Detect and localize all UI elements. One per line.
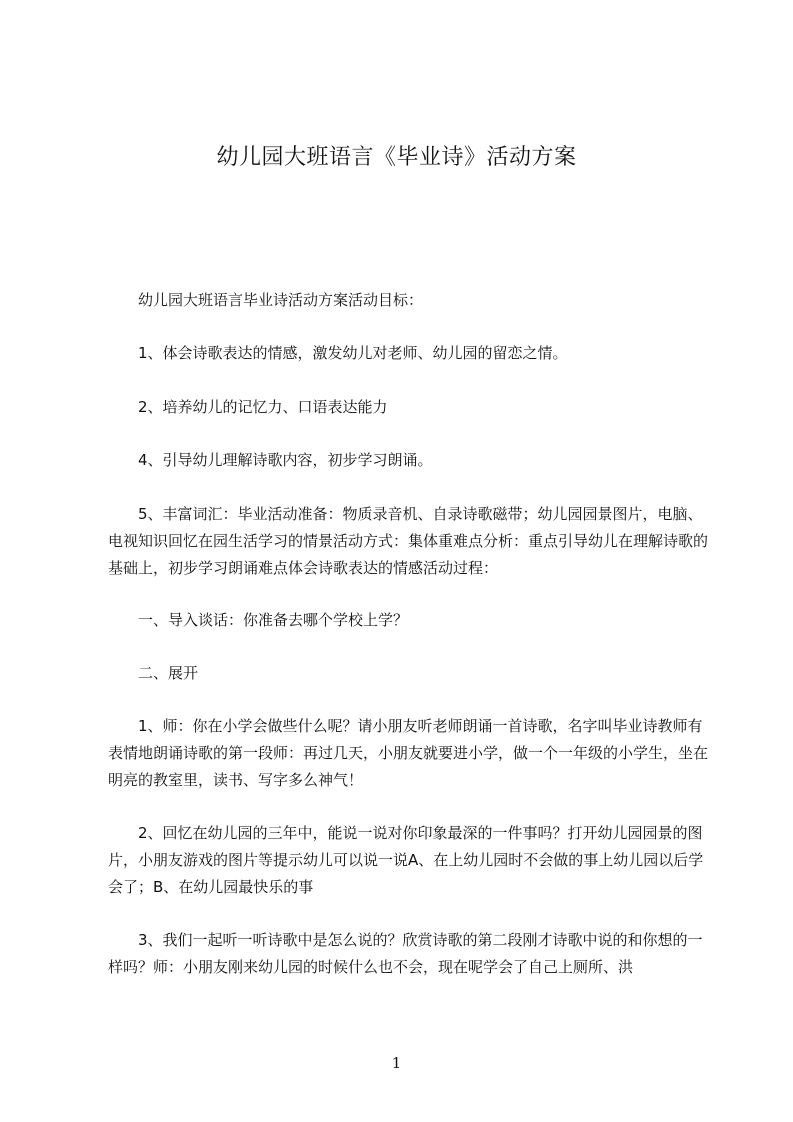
paragraph-section-2: 二、展开 (138, 664, 199, 682)
paragraph-intro: 幼儿园大班语言毕业诗活动方案活动目标： (138, 291, 424, 309)
paragraph-goal-5: 5、丰富词汇：毕业活动准备：物质录音机、自录诗歌磁带；幼儿园园景图片，电脑、电视知识回忆在园生活学习的情景活动方式：集体重难点分析：重点引导幼儿在理解诗歌的基础上，初步学习朗诵难点体会诗歌表达的情感活动过程： (108, 505, 709, 577)
paragraph-goal-2: 2、培养幼儿的记忆力、口语表达能力 (138, 398, 388, 416)
document-title: 幼儿园大班语言《毕业诗》活动方案 (216, 145, 577, 170)
paragraph-step-1: 1、师：你在小学会做些什么呢？请小朋友听老师朗诵一首诗歌，名字叫毕业诗教师有表情地朗诵诗歌的第一段师：再过几天，小朋友就要进小学，做一个一年级的小学生，坐在明亮的教室里，读书、写字多么神气！ (108, 717, 709, 789)
paragraph-section-1: 一、导入谈话：你准备去哪个学校上学？ (138, 611, 409, 629)
paragraph-goal-1: 1、体会诗歌表达的情感，激发幼儿对老师、幼儿园的留恋之情。 (138, 344, 568, 362)
paragraph-goal-4: 4、引导幼儿理解诗歌内容，初步学习朗诵。 (138, 451, 433, 469)
paragraph-step-2: 2、回忆在幼儿园的三年中，能说一说对你印象最深的一件事吗？打开幼儿园园景的图片，小朋友游戏的图片等提示幼儿可以说一说A、在上幼儿园时不会做的事上幼儿园以后学会了；B、在幼儿园最快乐的事 (108, 824, 704, 896)
paragraph-step-3: 3、我们一起听一听诗歌中是怎么说的？欣赏诗歌的第二段刚才诗歌中说的和你想的一样吗？师：小朋友刚来幼儿园的时候什么也不会，现在呢学会了自己上厕所、洪 (108, 931, 703, 976)
page-number: 1 (391, 1054, 402, 1072)
